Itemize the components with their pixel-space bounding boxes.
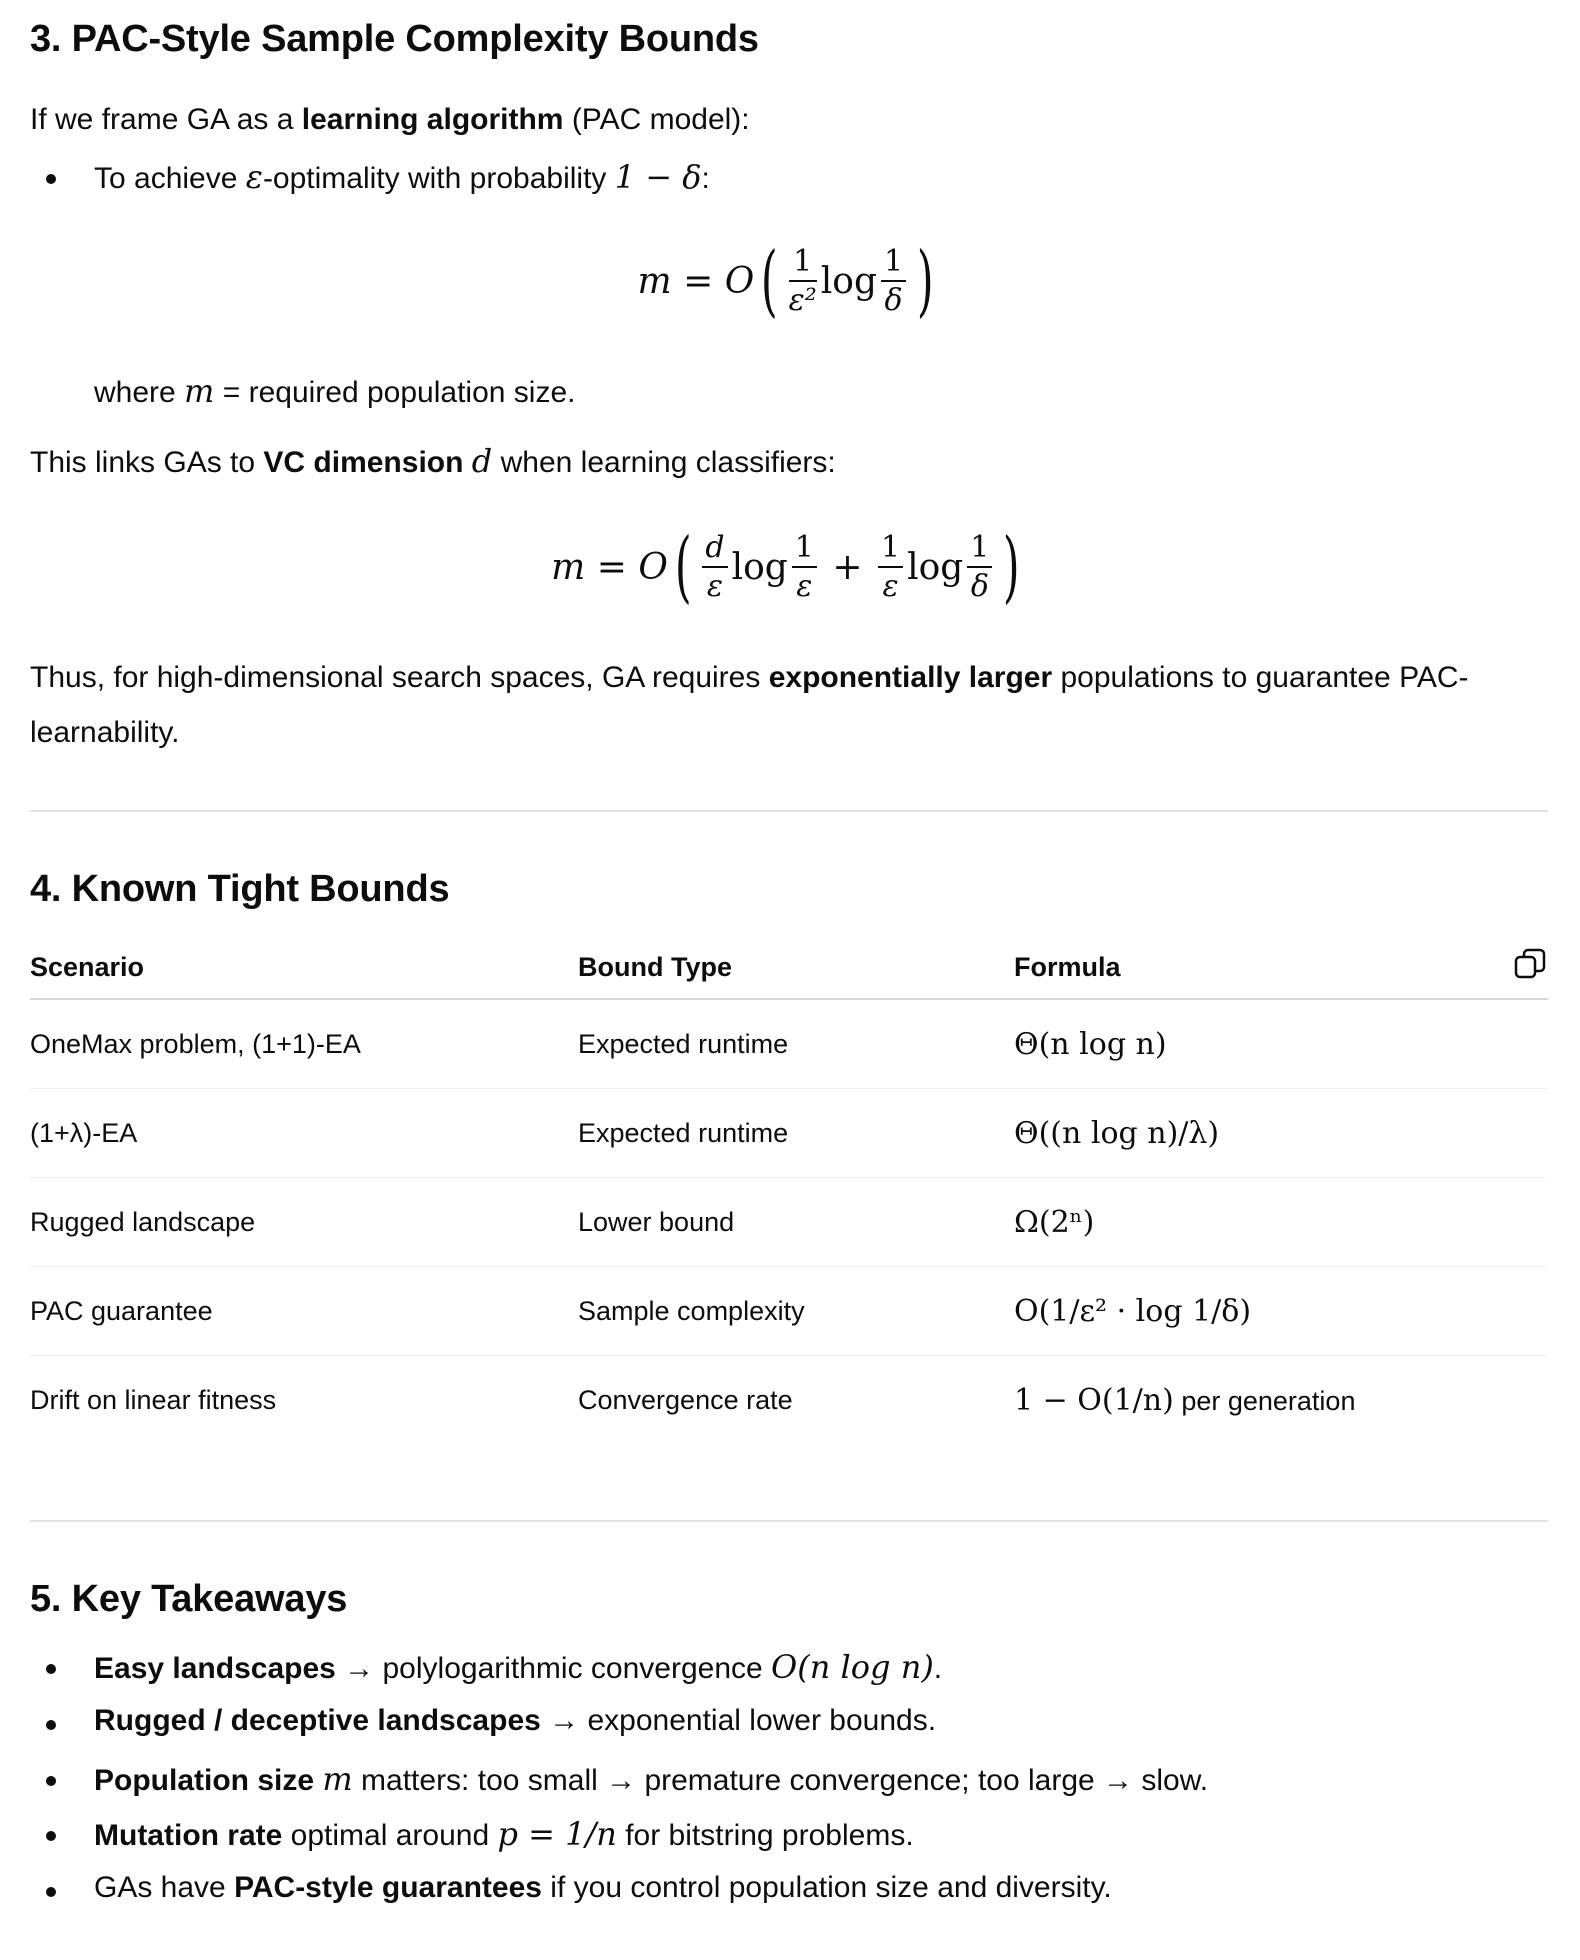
table-row <box>30 1089 1548 1178</box>
cell-formula: 1 − O(1/n) per generation <box>1014 1382 1356 1418</box>
cell-bound-type: Lower bound <box>578 1178 1014 1267</box>
cell-formula: O(1/ε² · log 1/δ) <box>1014 1267 1548 1356</box>
vc-sample-formula: m = O ( $\frac{d}{\varepsilon}$ log $\frac{1}{\varepsilon}$ + $\frac{1}{\varepsilon}$ log $\frac{1}{\delta}$ ) <box>551 522 1020 612</box>
table-header-row <box>30 936 1548 999</box>
cell-bound-type: Sample complexity <box>578 1267 1014 1356</box>
table-row <box>30 1178 1548 1267</box>
pac-intro: If we frame GA as a learning algorithm (PAC model): <box>30 103 750 136</box>
header-bound-type: Bound Type <box>578 936 1014 999</box>
table-row <box>30 999 1548 1089</box>
header-formula: Formula <box>1014 936 1548 999</box>
section-3-title: 3. PAC-Style Sample Complexity Bounds <box>30 18 759 60</box>
bounds-table-wrapper <box>30 936 1548 1444</box>
cell-bound-type: Convergence rate <box>578 1384 793 1415</box>
copy-icon <box>1513 947 1547 981</box>
cell-scenario: Drift on linear fitness <box>30 1384 277 1415</box>
cell-formula: Ω(2ⁿ) <box>1014 1178 1548 1267</box>
header-scenario: Scenario <box>30 936 578 999</box>
divider <box>30 1520 1548 1522</box>
cell-bound-type: Expected runtime <box>578 1089 1014 1178</box>
cell-formula: Θ((n log n)/λ) <box>1014 1089 1548 1178</box>
copy-table-button[interactable] <box>1512 946 1548 982</box>
section-5-title: 5. Key Takeaways <box>30 1578 348 1620</box>
section-4-title: 4. Known Tight Bounds <box>30 868 450 910</box>
table-row <box>30 1356 1548 1445</box>
cell-scenario: Rugged landscape <box>30 1178 578 1267</box>
cell-scenario: OneMax problem, (1+1)-EA <box>30 999 578 1089</box>
pac-conclusion: Thus, for high-dimensional search spaces, GA requires exponentially larger populations to guarantee PAC-learnability. <box>30 661 1469 749</box>
table-row <box>30 1267 1548 1356</box>
vc-dimension-text: This links GAs to VC dimension d when learning classifiers: <box>30 442 836 480</box>
bullet-dot <box>46 174 56 184</box>
cell-scenario: (1+λ)-EA <box>30 1089 578 1178</box>
pac-sample-formula: m = O ( $\frac{1}{\text{ε²}}$ log $\frac{1}{\delta}$ ) <box>637 236 934 326</box>
cell-bound-type: Expected runtime <box>578 999 1014 1089</box>
cell-scenario: PAC guarantee <box>30 1267 578 1356</box>
divider <box>30 810 1548 812</box>
cell-formula: Θ(n log n) <box>1014 999 1548 1089</box>
population-size-note: where m = required population size. <box>94 372 576 410</box>
bounds-table <box>30 936 1548 1444</box>
